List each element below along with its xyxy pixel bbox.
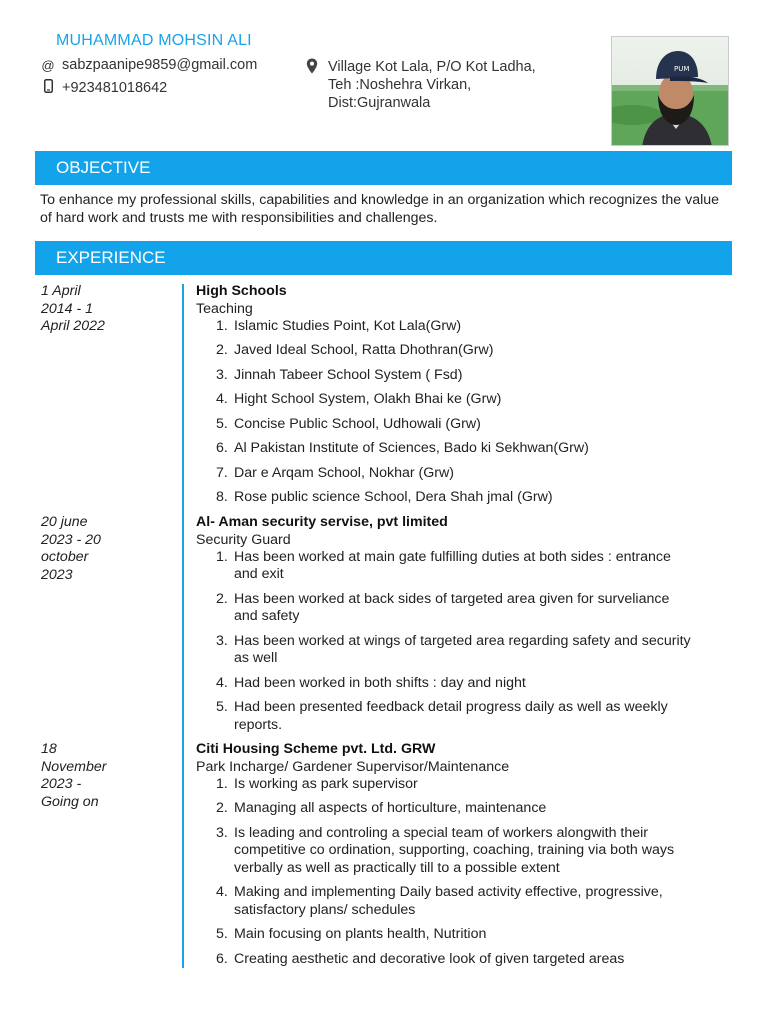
- phone-line: [40, 79, 167, 96]
- phone-icon: [40, 79, 56, 96]
- objective-text: To enhance my professional skills, capabilities and knowledge in an organization which recognizes the value of hard work and trusts me with responsibilities and challenges.: [40, 192, 720, 226]
- list-item: 4. Making and implementing Daily based activity effective, progressive, satisfactory plans/ schedules: [216, 884, 663, 918]
- objective-heading: OBJECTIVE: [35, 151, 732, 185]
- email-line: [40, 57, 257, 73]
- job-2-date-line: october: [41, 549, 89, 565]
- job-2-role: Security Guard: [196, 531, 291, 548]
- list-item: 1. Has been worked at main gate fulfilling duties at both sides : entrance and exit: [216, 548, 671, 582]
- job-3-date-line: 18: [41, 741, 57, 757]
- job-3-date-line: 2023 -: [41, 776, 82, 792]
- phone-text: +923481018642: [62, 79, 168, 96]
- address-block: [306, 58, 536, 112]
- address-line-3: Dist:Gujranwala: [328, 95, 431, 111]
- email-text: sabzpaanipe9859@gmail.com: [62, 57, 258, 73]
- candidate-name: MUHAMMAD MOHSIN ALI: [56, 32, 252, 49]
- at-icon: @: [41, 57, 55, 73]
- job-2-date-line: 20 june: [41, 514, 88, 530]
- list-item: 1. Islamic Studies Point, Kot Lala(Grw): [216, 317, 462, 334]
- list-item: 2. Has been worked at back sides of targeted area given for surveliance and safety: [216, 590, 670, 624]
- list-item: 4. Hight School System, Olakh Bhai ke (Grw): [216, 391, 502, 407]
- job-2-date-line: 2023 - 20: [41, 531, 101, 548]
- list-item: 8. Rose public science School, Dera Shah jmal (Grw): [216, 489, 553, 505]
- job-2: [196, 514, 736, 734]
- list-item: 4. Had been worked in both shifts : day and night: [216, 674, 526, 691]
- timeline-divider: [182, 284, 184, 968]
- address-line-2: Teh :Noshehra Virkan,: [328, 77, 472, 93]
- job-3-list: [218, 776, 736, 969]
- address-line-1: Village Kot Lala, P/O Kot Ladha,: [328, 59, 536, 75]
- list-item: 1. Is working as park supervisor: [216, 775, 418, 792]
- job-1-list: [218, 318, 736, 507]
- list-item: 3. Jinnah Tabeer School System ( Fsd): [216, 366, 463, 383]
- job-1-date-line: 2014 - 1: [41, 300, 94, 317]
- list-item: 5. Had been presented feedback detail progress daily as well as weekly reports.: [216, 699, 668, 733]
- job-2-date-line: 2023: [41, 566, 73, 583]
- list-item: 2. Javed Ideal School, Ratta Dhothran(Grw): [216, 342, 494, 358]
- job-3-date-line: November: [41, 758, 107, 775]
- job-3-title: Citi Housing Scheme pvt. Ltd. GRW: [196, 741, 436, 757]
- job-3-role: Park Incharge/ Gardener Supervisor/Maintenance: [196, 758, 510, 775]
- list-item: 3. Has been worked at wings of targeted area regarding safety and security as well: [216, 632, 691, 666]
- job-1-title: High Schools: [196, 283, 287, 299]
- list-item: 6. Al Pakistan Institute of Sciences, Bado ki Sekhwan(Grw): [216, 440, 589, 456]
- job-3-date-line: Going on: [41, 793, 99, 810]
- list-item: 6. Creating aesthetic and decorative look of given targeted areas: [216, 950, 625, 967]
- location-pin-icon: [306, 58, 318, 74]
- profile-photo: [611, 36, 729, 146]
- job-2-title: Al- Aman security servise, pvt limited: [196, 514, 448, 530]
- svg-text:PUM: PUM: [674, 65, 690, 73]
- job-3-date: [41, 741, 151, 811]
- job-1: [196, 283, 736, 507]
- job-2-date: [41, 514, 151, 584]
- list-item: 7. Dar e Arqam School, Nokhar (Grw): [216, 464, 454, 481]
- job-3: [196, 741, 736, 968]
- job-1-date: [41, 283, 151, 336]
- experience-heading: EXPERIENCE: [35, 241, 732, 275]
- job-1-role: Teaching: [196, 300, 253, 317]
- list-item: 2. Managing all aspects of horticulture, maintenance: [216, 800, 547, 816]
- list-item: 5. Concise Public School, Udhowali (Grw): [216, 415, 481, 432]
- list-item: 3. Is leading and controling a special team of workers alongwith their competitive co ordination, supporting, coaching, training via both ways verbally as well as practically till to a possible extent: [216, 824, 675, 876]
- list-item: 5. Main focusing on plants health, Nutrition: [216, 926, 487, 942]
- job-2-list: [218, 549, 736, 735]
- job-1-date-line: 1 April: [41, 283, 81, 299]
- job-1-date-line: April 2022: [41, 318, 105, 334]
